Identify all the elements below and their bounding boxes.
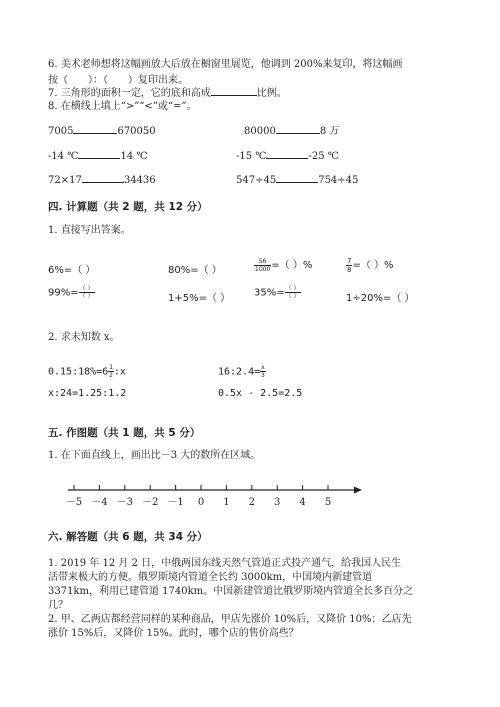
calc-a4: $\frac{7}{8}$ =（ ）%: [347, 256, 394, 274]
compare-right: 34436: [123, 175, 156, 186]
compare-blank[interactable]: [266, 158, 308, 159]
calc-a3: $\frac{56}{1000}$ =（ ）%: [255, 257, 313, 273]
compare-blank[interactable]: [82, 182, 124, 183]
eq-4: 0.5x - 2.5=2.5: [218, 388, 303, 399]
fraction: $\frac{7}{8}$: [347, 256, 352, 274]
q7-answer-blank[interactable]: [211, 95, 257, 96]
compare-r1c2: [244, 125, 339, 139]
number-line-label: 4: [299, 497, 306, 508]
fraction: $\frac{x}{3}$: [261, 364, 265, 379]
calc-a1: 6%=（ ）: [48, 265, 96, 276]
calc-b4: 1÷20%=（ ）: [346, 293, 415, 304]
q2-prompt: 2. 求未知数 x。: [48, 332, 120, 343]
compare-blank[interactable]: [73, 133, 117, 134]
compare-blank[interactable]: [276, 182, 318, 183]
q7: [48, 87, 287, 101]
p2-line2: 涨价 15%后，又降价 15%。此时，哪个店的售价高些？: [48, 628, 299, 639]
compare-right: -25 ℃: [308, 151, 339, 162]
compare-blank[interactable]: [276, 133, 320, 134]
number-line-label: 2: [248, 497, 255, 508]
compare-r2c1: [48, 150, 148, 164]
compare-left: 80000: [244, 126, 276, 137]
fraction: $\frac{( )}{( )}$: [285, 285, 300, 300]
fraction: $\frac{( )}{( )}$: [79, 285, 94, 300]
compare-left: 7005: [48, 126, 74, 137]
compare-r2c2: [236, 150, 339, 164]
compare-r1c1: [48, 125, 156, 139]
compare-r3c2: [236, 174, 358, 188]
number-line-label: 0: [197, 497, 205, 508]
compare-left: 72×17: [48, 175, 82, 186]
number-line-label: －1: [167, 497, 184, 508]
compare-r3c1: [48, 174, 156, 188]
eq-3: x:24=1.25:1.2: [48, 388, 127, 399]
section-6-title: 六. 解答题（共 6 题，共 34 分）: [48, 531, 208, 543]
number-line-label: －5: [65, 497, 83, 508]
compare-left: -14 ℃: [48, 151, 79, 162]
compare-blank[interactable]: [78, 158, 120, 159]
compare-left: -15 ℃: [236, 151, 267, 162]
calc-a2: 80%=（ ）: [168, 265, 222, 276]
number-line-label: 1: [223, 497, 230, 508]
number-line-arrow: [354, 487, 362, 494]
p1-line1: 1. 2019 年 12 月 2 日，中俄两国东线天然气管道正式投产通气，给我国人民生: [48, 558, 402, 569]
compare-right: 754÷45: [318, 175, 359, 186]
calc-b3: 35%= $\frac{( )}{( )}$: [254, 285, 300, 300]
q8: 8. 在横线上填上“>”“<”或“=”。: [48, 101, 197, 112]
number-line-label: 5: [324, 497, 332, 508]
q7-text-b: 比例。: [256, 88, 287, 99]
compare-left: 547÷45: [236, 175, 277, 186]
fraction: $\frac{56}{1000}$: [255, 257, 271, 273]
eq-1: 0.15:18%=6 $\frac{1}{2}$ :x: [48, 364, 126, 379]
fraction: $\frac{1}{2}$: [109, 364, 113, 379]
p1-line3: 3371km，利用已建管道 1740km。中国新建管道比俄罗斯境内管道全长多百分之: [48, 586, 414, 597]
number-line-label: －4: [91, 497, 108, 508]
eq-2: 16:2.4= $\frac{x}{3}$: [218, 364, 265, 379]
number-line-label: －2: [142, 497, 159, 508]
section-5-title: 五. 作图题（共 1 题，共 5 分）: [48, 427, 201, 439]
q7-text-a: 7. 三角形的面积一定，它的底和高成: [48, 88, 211, 99]
calc-b1: 99%= $\frac{( )}{( )}$: [48, 285, 94, 300]
p1-line2: 活带来极大的方便。俄罗斯境内管道全长约 3000km，中国境内新建管道: [48, 572, 373, 583]
compare-right: 8 万: [319, 126, 340, 137]
compare-right: 670050: [117, 126, 156, 137]
compare-right: 14 ℃: [120, 151, 148, 162]
number-line[interactable]: [60, 478, 370, 518]
number-line-label: －3: [116, 497, 133, 508]
section-4-title: 四. 计算题（共 2 题，共 12 分）: [48, 201, 208, 213]
q1-prompt: 1. 直接写出答案。: [48, 225, 131, 236]
p2-line1: 2. 甲、乙两店都经营同样的某种商品，甲店先涨价 10%后，又降价 10%；乙店先: [48, 614, 412, 625]
q6-line1: 6. 美术老师想将这幅画放大后放在橱窗里展览，他调到 200%来复印，将这幅画: [48, 59, 403, 70]
number-line-label: 3: [274, 497, 281, 508]
q5-prompt: 1. 在下面直线上，画出比－3 大的数所在区域。: [48, 450, 261, 461]
p1-line4: 几？: [48, 600, 68, 611]
q6-line2: 按（ ）：（ ）复印出来。: [48, 75, 188, 86]
calc-b2: 1+5%=（ ）: [168, 293, 231, 304]
